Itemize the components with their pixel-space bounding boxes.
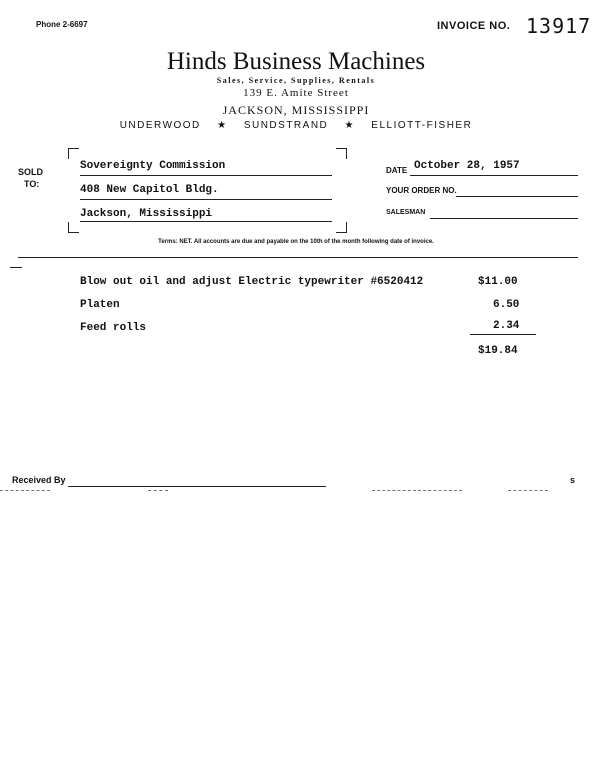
company-name: Hinds Business Machines xyxy=(166,48,426,75)
line-item-amount: $11.00 xyxy=(478,276,518,288)
left-tick xyxy=(10,267,22,268)
corner-bracket-tr xyxy=(336,148,347,159)
tear-line-left xyxy=(0,490,50,491)
invoice-number: 13917 xyxy=(526,14,592,38)
salesman-label: SALESMAN xyxy=(386,209,426,216)
to-label: TO: xyxy=(24,179,40,189)
company-street: 139 E. Amite Street xyxy=(243,87,349,99)
received-by-label: Received By xyxy=(12,475,66,485)
line-item-description: Platen xyxy=(80,299,120,311)
company-tagline: Sales, Service, Supplies, Rentals xyxy=(216,76,376,85)
corner-bracket-bl xyxy=(68,222,79,233)
terms-text: Terms: NET. All accounts are due and payable on the 10th of the month following date of invoice. xyxy=(158,239,434,245)
date-value: October 28, 1957 xyxy=(414,160,520,172)
corner-bracket-br xyxy=(336,222,347,233)
subtotal-line xyxy=(470,334,536,335)
invoice-total: $19.84 xyxy=(478,345,518,357)
brand-elliott-fisher: ELLIOTT-FISHER xyxy=(371,120,473,131)
line-item-amount: 6.50 xyxy=(493,299,520,311)
sold-label: SOLD xyxy=(18,167,44,177)
sold-to-line-3 xyxy=(80,221,332,222)
corner-mark: s xyxy=(570,475,576,485)
line-item-amount: 2.34 xyxy=(493,320,520,332)
invoice-label: INVOICE NO. xyxy=(437,20,511,32)
phone-number: Phone 2-6697 xyxy=(36,20,88,29)
star-icon: ★ xyxy=(217,120,228,131)
brand-underwood: UNDERWOOD xyxy=(119,120,201,131)
sold-to-address: 408 New Capitol Bldg. xyxy=(80,184,219,196)
date-label: DATE xyxy=(386,166,408,175)
tear-line-mid-2 xyxy=(372,490,462,491)
your-order-line xyxy=(456,196,578,197)
sold-to-line-2 xyxy=(80,199,332,200)
star-icon: ★ xyxy=(344,120,356,131)
received-by-line xyxy=(68,486,326,487)
your-order-label: YOUR ORDER NO. xyxy=(386,186,457,195)
sold-to-line-1 xyxy=(80,175,332,176)
date-line xyxy=(410,175,578,176)
tear-line-right xyxy=(508,490,548,491)
line-item-description: Feed rolls xyxy=(80,322,147,334)
sold-to-city: Jackson, Mississippi xyxy=(80,208,213,220)
brand-list xyxy=(0,120,592,131)
brand-sundstrand: SUNDSTRAND xyxy=(243,120,329,131)
salesman-line xyxy=(430,218,578,219)
company-city: JACKSON, MISSISSIPPI xyxy=(222,103,370,117)
sold-to-name: Sovereignty Commission xyxy=(80,160,226,172)
section-divider xyxy=(18,257,578,258)
line-item-description: Blow out oil and adjust Electric typewriter #6520412 xyxy=(80,276,424,288)
tear-line-mid xyxy=(148,490,168,491)
corner-bracket-tl xyxy=(68,148,79,159)
